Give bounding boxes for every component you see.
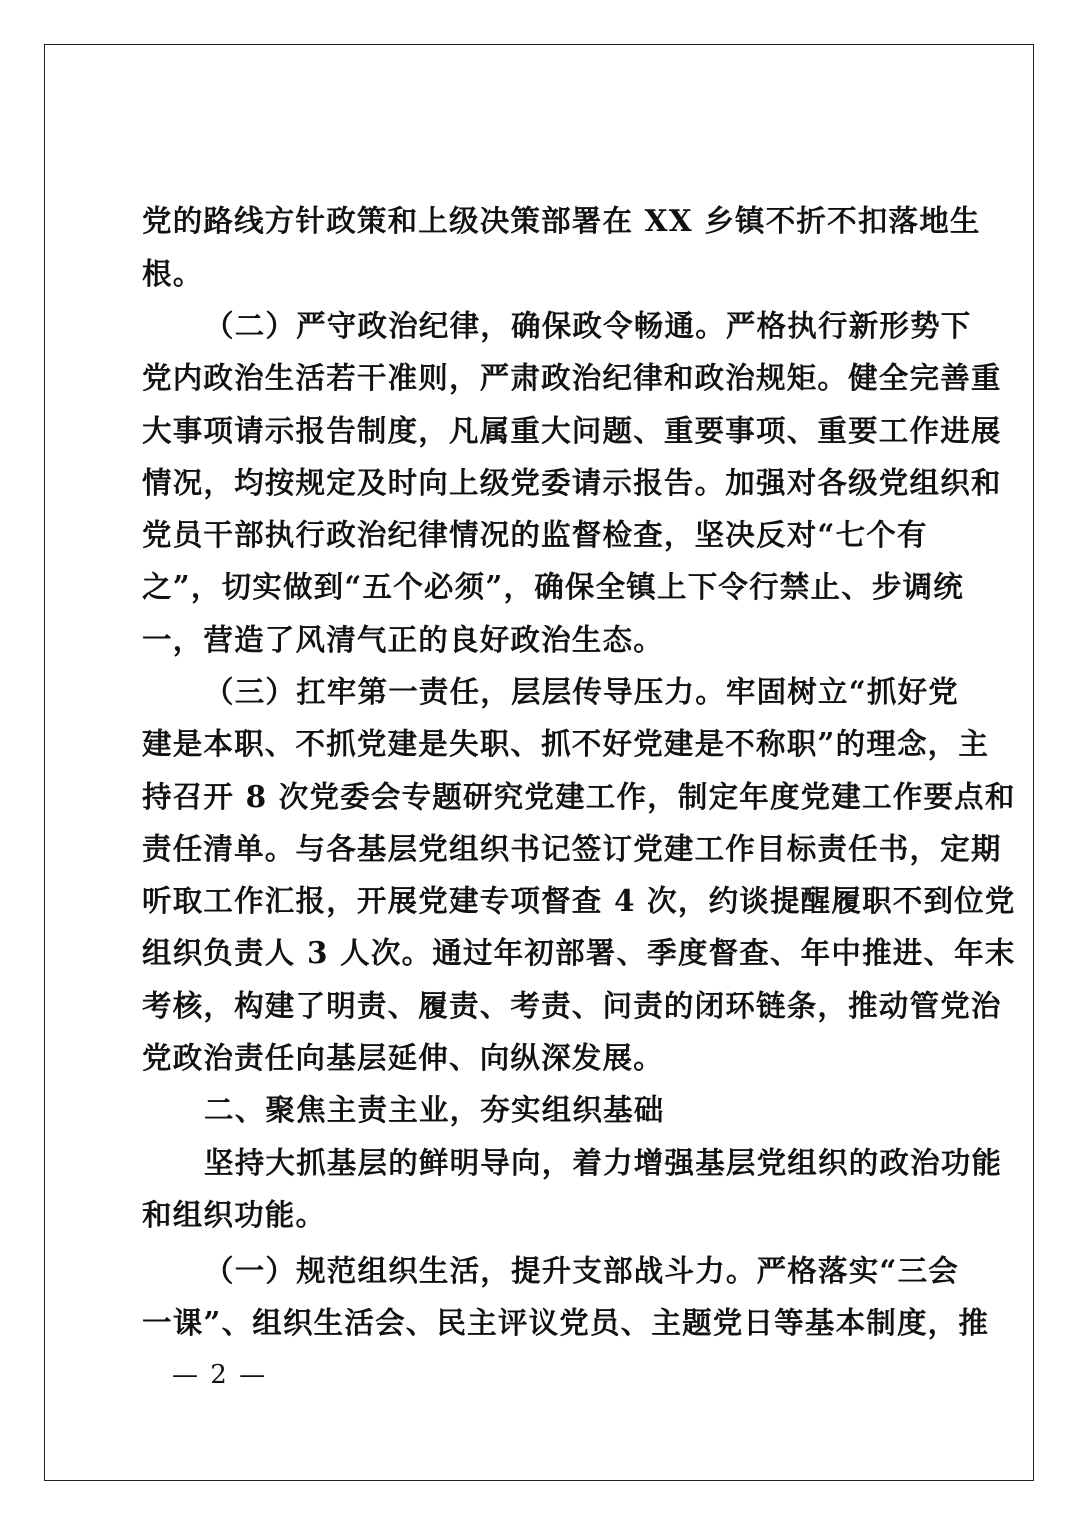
text-line: 持召开 8 次党委会专题研究党建工作，制定年度党建工作要点和 bbox=[142, 779, 1016, 814]
text-line: 党的路线方针政策和上级决策部署在 XX 乡镇不折不扣落地生 bbox=[142, 203, 981, 238]
text-line: 和组织功能。 bbox=[142, 1197, 327, 1232]
section-heading-2: （二）严守政治纪律，确保政令畅通。严格执行新形势下 bbox=[204, 308, 972, 343]
text-line: 大事项请示报告制度，凡属重大问题、重要事项、重要工作进展 bbox=[142, 413, 1002, 448]
text-line: 组织负责人 3 人次。通过年初部署、季度督查、年中推进、年末 bbox=[142, 935, 1016, 970]
text-line: 一课”、组织生活会、民主评议党员、主题党日等基本制度，推 bbox=[142, 1305, 990, 1340]
text-line: 党内政治生活若干准则，严肃政治纪律和政治规矩。健全完善重 bbox=[142, 360, 1002, 395]
text-line: 坚持大抓基层的鲜明导向，着力增强基层党组织的政治功能 bbox=[204, 1145, 1003, 1180]
text-line: 根。 bbox=[142, 256, 204, 291]
text-line: 一，营造了风清气正的良好政治生态。 bbox=[142, 622, 664, 657]
text-line: 建是本职、不抓党建是失职、抓不好党建是不称职”的理念，主 bbox=[142, 726, 990, 761]
chapter-heading: 二、聚焦主责主业，夯实组织基础 bbox=[204, 1092, 665, 1127]
text-line: 党政治责任向基层延伸、向纵深发展。 bbox=[142, 1040, 664, 1075]
section-heading-3: （三）扛牢第一责任，层层传导压力。牢固树立“抓好党 bbox=[204, 674, 959, 709]
text-line: 情况，均按规定及时向上级党委请示报告。加强对各级党组织和 bbox=[142, 465, 1002, 500]
page-number: — 2 — bbox=[172, 1360, 268, 1390]
text-line: 党员干部执行政治纪律情况的监督检查，坚决反对“七个有 bbox=[142, 517, 928, 552]
text-line: 之”，切实做到“五个必须”，确保全镇上下令行禁止、步调统 bbox=[142, 569, 965, 604]
text-line: 责任清单。与各基层党组织书记签订党建工作目标责任书，定期 bbox=[142, 831, 1002, 866]
text-line: 听取工作汇报，开展党建专项督查 4 次，约谈提醒履职不到位党 bbox=[142, 883, 1016, 918]
text-line: 考核，构建了明责、履责、考责、问责的闭环链条，推动管党治 bbox=[142, 988, 1002, 1023]
section-heading-1: （一）规范组织生活，提升支部战斗力。严格落实“三会 bbox=[204, 1253, 959, 1288]
